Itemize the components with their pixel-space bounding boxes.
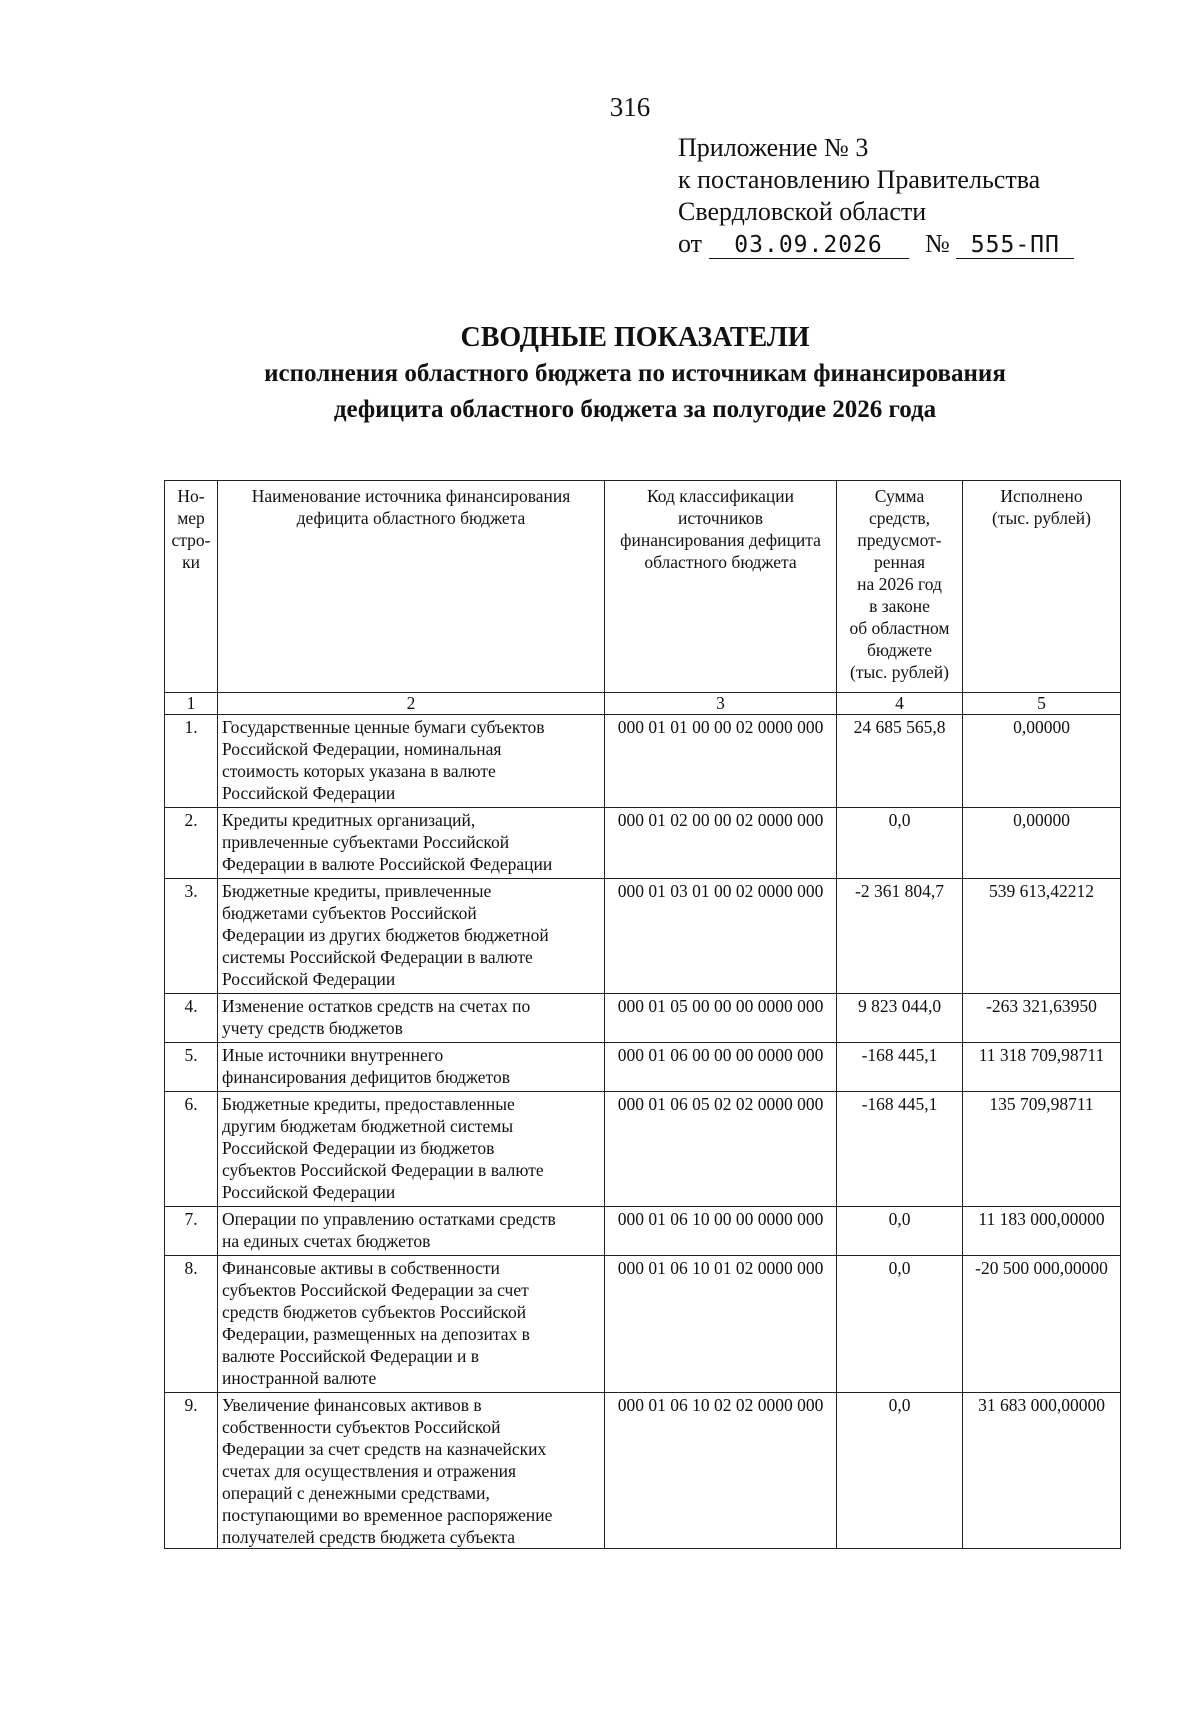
classification-code: 000 01 01 00 00 02 0000 000 xyxy=(605,715,837,808)
annex-line-2: к постановлению Правительства xyxy=(678,165,1041,194)
planned-amount: -168 445,1 xyxy=(837,1043,963,1092)
annex-line-3: Свердловской области xyxy=(678,197,927,226)
column-number: 5 xyxy=(963,693,1121,715)
table-row xyxy=(165,1043,1121,1092)
classification-code: 000 01 06 10 01 02 0000 000 xyxy=(605,1256,837,1393)
planned-amount: 0,0 xyxy=(837,1256,963,1393)
classification-code: 000 01 06 10 02 02 0000 000 xyxy=(605,1393,837,1549)
planned-amount: -2 361 804,7 xyxy=(837,879,963,994)
table-row xyxy=(165,1207,1121,1256)
executed-amount: 31 683 000,00000 xyxy=(963,1393,1121,1549)
column-header: Наименование источника финансирования дефицита областного бюджета xyxy=(218,481,605,693)
number-prefix: № xyxy=(925,229,950,258)
document-title xyxy=(0,320,1200,428)
row-number: 3. xyxy=(165,879,218,994)
row-number: 5. xyxy=(165,1043,218,1092)
source-name: Бюджетные кредиты, предоставленные другим бюджетам бюджетной системы Российской Федерации из бюджетов субъектов Российской Федерации в валюте Российской Федерации xyxy=(218,1092,605,1207)
source-name: Государственные ценные бумаги субъектов Российской Федерации, номинальная стоимость которых указана в валюте Российской Федерации xyxy=(218,715,605,808)
executed-amount: 11 183 000,00000 xyxy=(963,1207,1121,1256)
table-row xyxy=(165,1256,1121,1393)
title-line-3: дефицита областного бюджета за полугодие 2026 года xyxy=(333,396,937,423)
table-row xyxy=(165,994,1121,1043)
column-number: 3 xyxy=(605,693,837,715)
executed-amount: 0,00000 xyxy=(963,808,1121,879)
column-header: Но- мер стро- ки xyxy=(165,481,218,693)
table-header-row xyxy=(165,481,1121,693)
table-body xyxy=(165,481,1121,1549)
title-line-2: исполнения областного бюджета по источникам финансирования xyxy=(264,360,1006,387)
column-number: 1 xyxy=(165,693,218,715)
classification-code: 000 01 05 00 00 00 0000 000 xyxy=(605,994,837,1043)
source-name: Иные источники внутреннего финансирования дефицитов бюджетов xyxy=(218,1043,605,1092)
executed-amount: 11 318 709,98711 xyxy=(963,1043,1121,1092)
planned-amount: -168 445,1 xyxy=(837,1092,963,1207)
executed-amount: 0,00000 xyxy=(963,715,1121,808)
executed-amount: -263 321,63950 xyxy=(963,994,1121,1043)
table-row xyxy=(165,1393,1121,1549)
row-number: 1. xyxy=(165,715,218,808)
row-number: 6. xyxy=(165,1092,218,1207)
column-number: 2 xyxy=(218,693,605,715)
classification-code: 000 01 02 00 00 02 0000 000 xyxy=(605,808,837,879)
title-line-1: СВОДНЫЕ ПОКАЗАТЕЛИ xyxy=(460,322,810,353)
column-number-row xyxy=(165,693,1121,715)
table-row xyxy=(165,1092,1121,1207)
classification-code: 000 01 06 00 00 00 0000 000 xyxy=(605,1043,837,1092)
classification-code: 000 01 06 10 00 00 0000 000 xyxy=(605,1207,837,1256)
budget-sources-table xyxy=(164,480,1121,1549)
column-header: Код классификации источников финансирования дефицита областного бюджета xyxy=(605,481,837,693)
planned-amount: 0,0 xyxy=(837,1207,963,1256)
row-number: 4. xyxy=(165,994,218,1043)
source-name: Изменение остатков средств на счетах по учету средств бюджетов xyxy=(218,994,605,1043)
source-name: Увеличение финансовых активов в собственности субъектов Российской Федерации за счет средств на казначейских счетах для осуществления и отражения операций с денежными средствами, поступающими во временное распоряжение получателей средств бюджета субъекта xyxy=(218,1393,605,1549)
executed-amount: -20 500 000,00000 xyxy=(963,1256,1121,1393)
classification-code: 000 01 06 05 02 02 0000 000 xyxy=(605,1092,837,1207)
annex-block xyxy=(678,132,1074,260)
source-name: Бюджетные кредиты, привлеченные бюджетами субъектов Российской Федерации из других бюджетов бюджетной системы Российской Федерации в валюте Российской Федерации xyxy=(218,879,605,994)
source-name: Кредиты кредитных организаций, привлеченные субъектами Российской Федерации в валюте Российской Федерации xyxy=(218,808,605,879)
planned-amount: 0,0 xyxy=(837,808,963,879)
column-number: 4 xyxy=(837,693,963,715)
executed-amount: 135 709,98711 xyxy=(963,1092,1121,1207)
table-row xyxy=(165,715,1121,808)
annex-date-line xyxy=(678,228,1074,260)
column-header: Исполнено (тыс. рублей) xyxy=(963,481,1121,693)
source-name: Финансовые активы в собственности субъектов Российской Федерации за счет средств бюджетов субъектов Российской Федерации, размещенных на депозитах в валюте Российской Федерации и в иностранной валюте xyxy=(218,1256,605,1393)
decree-number: 555-ПП xyxy=(956,232,1074,259)
row-number: 7. xyxy=(165,1207,218,1256)
executed-amount: 539 613,42212 xyxy=(963,879,1121,994)
source-name: Операции по управлению остатками средств на единых счетах бюджетов xyxy=(218,1207,605,1256)
column-header: Сумма средств, предусмот- ренная на 2026 год в законе об областном бюджете (тыс. рублей) xyxy=(837,481,963,693)
row-number: 9. xyxy=(165,1393,218,1549)
planned-amount: 24 685 565,8 xyxy=(837,715,963,808)
planned-amount: 0,0 xyxy=(837,1393,963,1549)
date-prefix: от xyxy=(678,229,703,258)
classification-code: 000 01 03 01 00 02 0000 000 xyxy=(605,879,837,994)
decree-date: 03.09.2026 xyxy=(709,232,909,259)
row-number: 8. xyxy=(165,1256,218,1393)
table-row xyxy=(165,879,1121,994)
annex-line-1: Приложение № 3 xyxy=(678,133,869,162)
page-number: 316 xyxy=(609,92,651,122)
table-row xyxy=(165,808,1121,879)
row-number: 2. xyxy=(165,808,218,879)
planned-amount: 9 823 044,0 xyxy=(837,994,963,1043)
